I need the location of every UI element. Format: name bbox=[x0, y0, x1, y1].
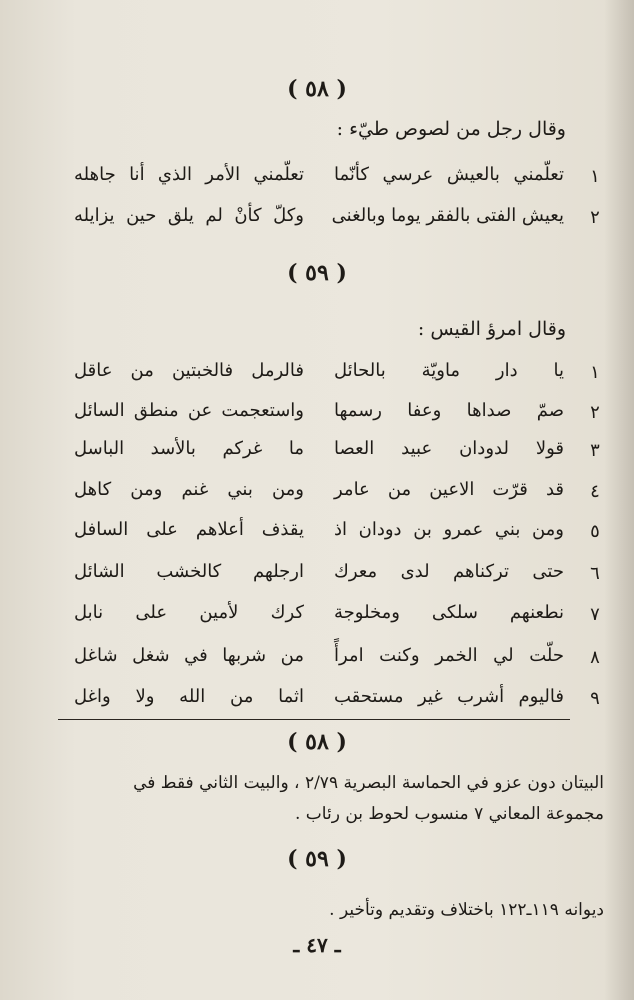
poem-59-intro: وقال امرؤ القيس : bbox=[417, 318, 566, 340]
verse-second-hemistich: كرك لأمين على نابل bbox=[74, 602, 304, 623]
verse-first-hemistich: تعلّمني بالعيش عرسي كأنّما bbox=[334, 164, 564, 185]
verse-number: ٩ bbox=[590, 688, 600, 709]
verse-number: ٥ bbox=[590, 521, 600, 542]
verse-second-hemistich: فالرمل فالخبتين من عاقل bbox=[74, 360, 304, 381]
verse-first-hemistich: يعيش الفتى بالفقر يوما وبالغنى bbox=[331, 205, 564, 226]
verse-second-hemistich: من شربها في شغل شاغل bbox=[74, 645, 304, 666]
verse-first-hemistich: حلّت لي الخمر وكنت امرأً bbox=[334, 645, 564, 666]
verse-first-hemistich: صمّ صداها وعفا رسمها bbox=[334, 400, 564, 421]
verse-number: ٦ bbox=[590, 563, 600, 584]
verse-number: ٤ bbox=[590, 481, 600, 502]
verse-first-hemistich: يا دار ماويّة بالحائل bbox=[334, 360, 564, 381]
verse-number: ١ bbox=[590, 362, 600, 383]
page-number: ـ ٤٧ ـ bbox=[293, 933, 341, 957]
note-59-text bbox=[44, 895, 604, 926]
verse-first-hemistich: حتى تركناهم لدى معرك bbox=[334, 561, 564, 582]
verse-number: ٢ bbox=[590, 402, 600, 423]
verse-second-hemistich: واستعجمت عن منطق السائل bbox=[74, 400, 304, 421]
notes-divider bbox=[58, 719, 570, 720]
note-58-text bbox=[44, 768, 604, 830]
verse-number: ٨ bbox=[590, 647, 600, 668]
verse-number: ١ bbox=[590, 166, 600, 187]
verse-number: ٧ bbox=[590, 604, 600, 625]
verse-second-hemistich: ومن بني غنم ومن كاهل bbox=[74, 479, 304, 500]
verse-number: ٣ bbox=[590, 440, 600, 461]
verse-second-hemistich: يقذف أعلاهم على السافل bbox=[74, 519, 304, 540]
verse-second-hemistich: ما غركم بالأسد الباسل bbox=[74, 438, 304, 459]
verse-second-hemistich: ارجلهم كالخشب الشائل bbox=[74, 561, 304, 582]
verse-first-hemistich: قولا لدودان عبيد العصا bbox=[334, 438, 564, 459]
verse-first-hemistich: فاليوم أشرب غير مستحقب bbox=[334, 686, 564, 707]
note-59-heading: ( ٥٩ ) bbox=[287, 846, 347, 872]
poem-58-heading: ( ٥٨ ) bbox=[287, 76, 347, 102]
poem-58-intro: وقال رجل من لصوص طيّء : bbox=[336, 118, 566, 140]
verse-first-hemistich: قد قرّت الاعين من عامر bbox=[334, 479, 564, 500]
note-line: مجموعة المعاني ٧ منسوب لحوط بن رئاب . bbox=[295, 804, 604, 824]
verse-first-hemistich: ومن بني عمرو بن دودان اذ bbox=[334, 519, 564, 540]
note-58-heading: ( ٥٨ ) bbox=[287, 729, 347, 755]
note-line: البيتان دون عزو في الحماسة البصرية ٢/٧٩ ، والبيت الثاني فقط في bbox=[133, 773, 604, 793]
verse-number: ٢ bbox=[590, 207, 600, 228]
poem-59-heading: ( ٥٩ ) bbox=[287, 260, 347, 286]
note-line: ديوانه ١١٩ـ١٢٢ باختلاف وتقديم وتأخير . bbox=[329, 900, 604, 920]
verse-second-hemistich: تعلّمني الأمر الذي أنا جاهله bbox=[74, 164, 304, 185]
verse-second-hemistich: وكلّ كأنْ لم يلق حين يزايله bbox=[74, 205, 304, 226]
verse-first-hemistich: نطعنهم سلكى ومخلوجة bbox=[334, 602, 564, 623]
verse-second-hemistich: اثما من الله ولا واغل bbox=[74, 686, 304, 707]
